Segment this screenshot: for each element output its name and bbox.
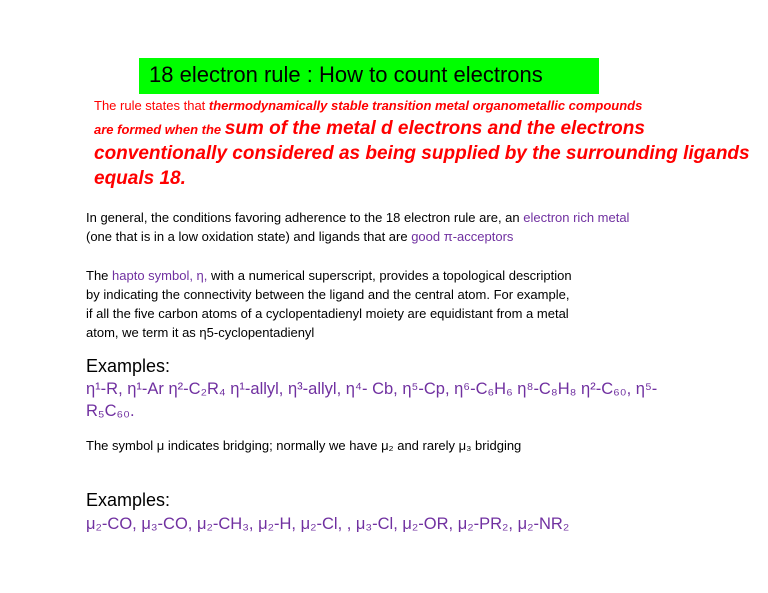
rule-line-4: equals 18. [94,168,186,189]
hapto-line-1 [86,266,756,285]
hapto-line-4: atom, we term it as η5-cyclopentadienyl [86,325,315,340]
hapto-paragraph [86,266,756,342]
hapto-text-1: The [86,268,113,283]
conditions-text-2: (one that is in a low oxidation state) and ligands that are [86,229,412,244]
rule-bold-text: thermodynamically stable transition metal organometallic compounds [208,98,643,113]
bridging-text: The symbol μ indicates bridging; normally we have μ₂ and rarely μ₃ bridging [86,438,522,453]
rule-statement [94,96,754,191]
page-title: 18 electron rule : How to count electrons [149,62,543,87]
electron-rich-metal: electron rich metal [523,210,630,225]
hapto-line-3: if all the five carbon atoms of a cyclopentadienyl moiety are equidistant from a metal [86,306,569,321]
conditions-paragraph [86,208,756,246]
rule-prefix: The rule states that [94,98,209,113]
conditions-text-1: In general, the conditions favoring adherence to the 18 electron rule are, an [86,210,524,225]
rule-line2-big: sum of the metal d electrons and the electrons [224,118,645,139]
examples-heading-2: Examples: [86,490,171,510]
hapto-text-rest: with a numerical superscript, provides a topological description [207,268,572,283]
hapto-line-2: by indicating the connectivity between the ligand and the central atom. For example, [86,287,570,302]
title-banner [139,58,599,94]
examples-hapto-line-2: R₅C₆₀. [86,402,135,420]
rule-line-3: conventionally considered as being supplied by the surrounding ligands [94,143,750,164]
conditions-line-1 [86,208,756,227]
hapto-symbol: hapto symbol, η, [112,268,208,283]
examples-heading-1: Examples: [86,356,171,376]
examples-bridging-line: μ₂-CO, μ₃-CO, μ₂-CH₃, μ₂-H, μ₂-Cl, , μ₃-Cl, μ₂-OR, μ₂-PR₂, μ₂-NR₂ [86,515,570,533]
rule-line2-small: are formed when the [94,122,225,137]
rule-line-1 [94,96,754,116]
examples-hapto-line-1: η¹-R, η¹-Ar η²-C₂R₄ η¹-allyl, η³-allyl, η⁴- Cb, η⁵-Cp, η⁶-C₆H₆ η⁸-C₈H₈ η²-C₆₀, η⁵- [86,380,658,398]
conditions-line-2 [86,227,756,246]
rule-line-2 [94,116,754,141]
good-pi-acceptors: good π-acceptors [411,229,514,244]
